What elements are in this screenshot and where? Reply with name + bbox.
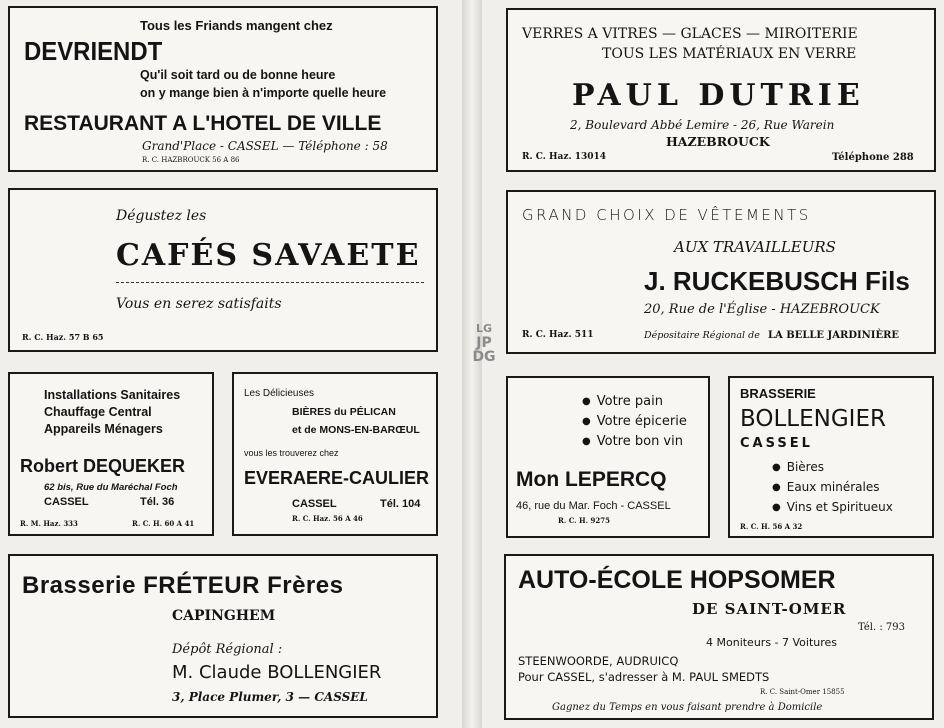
rc-number: R. C. Haz. 511 xyxy=(522,330,594,340)
address: 2, Boulevard Abbé Lemire - 26, Rue Warein xyxy=(570,118,835,132)
item-2: ● Votre épicerie xyxy=(582,414,687,429)
intro-2: vous les trouverez chez xyxy=(244,448,339,458)
ad-freteur xyxy=(8,554,438,718)
business-name: AUTO-ÉCOLE HOPSOMER xyxy=(518,566,836,594)
rc-number: R. C. H. 56 A 32 xyxy=(740,522,803,531)
telephone: Téléphone 288 xyxy=(832,152,914,163)
depositaire-label: Dépositaire Régional de xyxy=(644,330,760,341)
service-3: Appareils Ménagers xyxy=(44,422,163,436)
ad-auto-ecole-hopsomer xyxy=(504,554,934,720)
beer-line-2: et de MONS-EN-BARŒUL xyxy=(292,424,420,436)
business-name: EVERAERE-CAULIER xyxy=(244,468,430,488)
subtitle: AUX TRAVAILLEURS xyxy=(674,238,836,256)
business-name: Brasserie FRÉTEUR Frères xyxy=(22,572,344,599)
intro: Dégustez les xyxy=(116,208,207,224)
ad-everaere-caulier xyxy=(232,372,438,536)
city: HAZEBROUCK xyxy=(666,134,770,149)
slogan: Vous en serez satisfaits xyxy=(116,296,282,312)
city: CASSEL xyxy=(44,496,89,508)
item-2: ● Eaux minérales xyxy=(772,480,879,494)
rc-number: R. C. Haz. 13014 xyxy=(522,152,607,162)
slogan-line-2: on y mange bien à n'importe quelle heure xyxy=(140,86,387,100)
ad-devriendt xyxy=(8,6,438,172)
city: CASSEL xyxy=(292,498,337,510)
watermark-logo: LG JP DG xyxy=(472,322,496,365)
item-1: ● Bières xyxy=(772,460,824,474)
business-name: Mon LEPERCQ xyxy=(516,468,667,491)
ad-brasserie-bollengier xyxy=(728,376,934,538)
products-line-1: VERRES A VITRES — GLACES — MIROITERIE xyxy=(522,26,858,42)
rc-number: R. C. H. 60 A 41 xyxy=(132,519,195,528)
contact: M. Claude BOLLENGIER xyxy=(172,662,382,683)
place: CAPINGHEM xyxy=(172,608,276,624)
rc-number: R. C. Haz. 57 B 65 xyxy=(22,332,104,342)
business-name: J. RUCKEBUSCH Fils xyxy=(644,266,910,296)
address: Grand'Place - CASSEL — Téléphone : 58 xyxy=(142,139,388,153)
address: 20, Rue de l'Église - HAZEBROUCK xyxy=(644,302,880,317)
item-3: ● Vins et Spiritueux xyxy=(772,500,893,514)
slogan-line-1: Qu'il soit tard ou de bonne heure xyxy=(140,68,336,82)
ad-dequeker xyxy=(8,372,214,536)
rc-number: R. C. Haz. 56 A 46 xyxy=(292,514,363,523)
beer-line-1: BIÈRES du PÉLICAN xyxy=(292,406,396,418)
rm-number: R. M. Haz. 333 xyxy=(20,519,78,528)
rc-number: R. C. HAZBROUCK 56 A 86 xyxy=(142,156,240,164)
headline: RESTAURANT A L'HOTEL DE VILLE xyxy=(24,112,382,135)
city: CASSEL xyxy=(740,436,813,451)
rc-number: R. C. H. 9275 xyxy=(558,516,610,525)
business-name: Robert DEQUEKER xyxy=(20,456,186,476)
brand: LA BELLE JARDINIÈRE xyxy=(768,330,900,341)
ad-cafes-savaete xyxy=(8,188,438,352)
business-name: CAFÉS SAVAETE xyxy=(116,238,421,273)
service-1: Installations Sanitaires xyxy=(44,388,181,402)
telephone: Tél. : 793 xyxy=(858,622,906,633)
intro: Les Délicieuses xyxy=(244,388,315,399)
business-name: BOLLENGIER xyxy=(740,406,886,432)
products-line-2: TOUS LES MATÉRIAUX EN VERRE xyxy=(602,46,857,62)
address: 46, rue du Mar. Foch - CASSEL xyxy=(516,500,671,512)
depot-label: Dépôt Régional : xyxy=(172,642,283,657)
place: DE SAINT-OMER xyxy=(692,600,847,618)
business-name: PAUL DUTRIE xyxy=(572,78,865,113)
telephone: Tél. 104 xyxy=(380,498,421,510)
products-line: GRAND CHOIX DE VÊTEMENTS xyxy=(522,206,811,224)
address: 3, Place Plumer, 3 — CASSEL xyxy=(172,690,368,704)
rc-number: R. C. Saint-Omer 15855 xyxy=(760,688,845,696)
label: BRASSERIE xyxy=(740,386,816,401)
ad-paul-dutrie xyxy=(506,8,936,172)
item-1: ● Votre pain xyxy=(582,394,663,409)
service-2: Chauffage Central xyxy=(44,405,152,419)
address: 62 bis, Rue du Maréchal Foch xyxy=(44,482,178,493)
ad-lepercq xyxy=(506,376,710,538)
locations: STEENWOORDE, AUDRUICQ xyxy=(518,654,679,668)
divider xyxy=(116,282,424,283)
footer: Gagnez du Temps en vous faisant prendre à Domicile xyxy=(552,702,823,713)
info: 4 Moniteurs - 7 Voitures xyxy=(706,636,838,649)
tagline: Tous les Friands mangent chez xyxy=(140,18,333,33)
telephone: Tél. 36 xyxy=(140,496,175,508)
business-name: DEVRIENDT xyxy=(24,36,163,66)
item-3: ● Votre bon vin xyxy=(582,434,683,449)
contact: Pour CASSEL, s'adresser à M. PAUL SMEDTS xyxy=(518,670,770,684)
ad-ruckebusch xyxy=(506,190,936,354)
